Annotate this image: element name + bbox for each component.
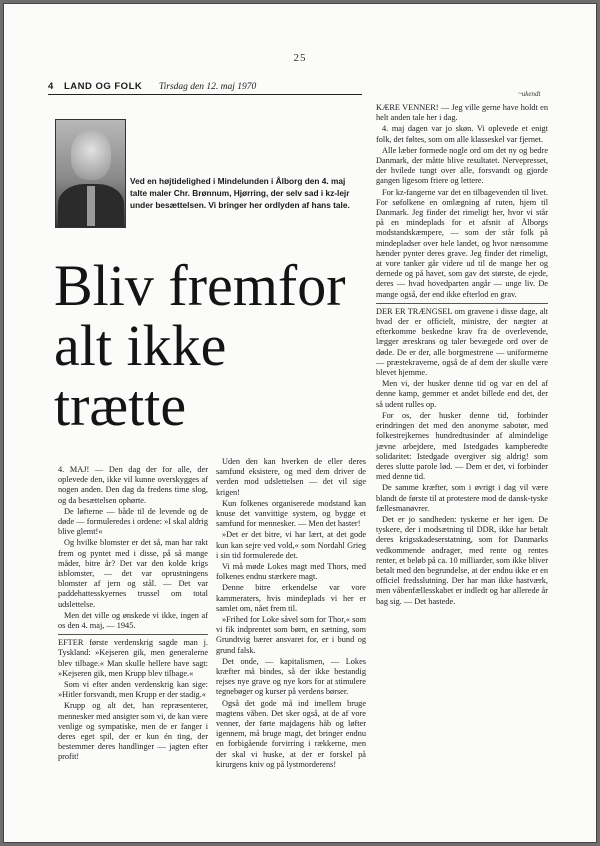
section-divider bbox=[58, 634, 208, 635]
masthead-date: Tirsdag den 12. maj 1970 bbox=[158, 82, 257, 92]
masthead-number: 4 bbox=[48, 81, 54, 92]
speaker-photo bbox=[55, 119, 126, 228]
masthead-paper-name: LAND OG FOLK bbox=[63, 81, 143, 92]
photo-tie bbox=[87, 186, 95, 226]
paragraph: Vi må møde Lokes magt med Thors, med folkenes endnu stærkere magt. bbox=[216, 562, 366, 582]
paragraph: 4. MAJ! — Den dag der for alle, der oplevede den, ikke vil kunne overskygges af nogen anden. Den dag da fredens time slog, og da besættelsen ophørte. bbox=[58, 465, 208, 505]
photo-face bbox=[71, 130, 111, 180]
paragraph: Men det ville og ønskede vi ikke, ingen af os den 4. maj, — 1945. bbox=[58, 610, 208, 631]
paragraph: Denne bitre erkendelse var vore kammeraters, hvis mindeplads vi her er samlet om, nået frem til. bbox=[216, 583, 366, 613]
article-column-1 bbox=[58, 465, 208, 764]
paragraph: »Frihed for Loke såvel som for Thor,« som vi fik indprentet som børn, en sætning, som Grundtvig bærer ansvaret for, er i bund og grund falsk. bbox=[216, 615, 366, 655]
paragraph: Det onde, — kapitalismen, — Lokes kræfter må bindes, så der ikke bestandig rejses nye grave og nye kors for at stimulere tegnebøger og kurser på verdens børser. bbox=[216, 656, 366, 697]
paragraph: Det er jo sandheden: tyskerne er her igen. De tyskere, der i modsætning til DDR, ikke har betalt deres krigsskadeserstatning, som for Danmarks vedkommende andrager, med rente og rentes renter, et beløb på ca. 10 milliarder, som ikke bliver betalt med den begrundelse, at der endnu ikke er en officiel fredsslutning. Der har man ikke hastværk, men våbenfællesskabet er indledt og har allerede år bag sig. — Det hastede. bbox=[376, 514, 548, 606]
paragraph: For kz-fangerne var det en tilbagevenden til livet. For søfolkene en omlægning af ruten, hjem til Danmark. Jeg finder det rimeligt her, hvor vi står på en mindeplads for et afsnit af Ålborgs modstandskæmpere, — som der står folk på mindepladser over hele landet, og hvor nænsomme hænder pynter deres grave. Jeg finder det rimeligt, at vore tanker går videre ud til de mange her og dernede og på havet, som gav det største, de ejede, deres — hvad hovedparten angår — unge liv. De mange også, der end ikke efterlod en grav. bbox=[376, 187, 548, 299]
paragraph: Og hvilke blomster er det så, man har rakt frem og pyntet med i disse, på så mange måder, bitre år? Det var den kolde krigs isblomster, — det var oprustningens blomster af jern og stål. — Det var paddehattesskyernes trussel om total udslettelse. bbox=[58, 538, 208, 609]
paragraph: Også det gode må ind imellem bruge magtens våben. Det sker også, at de af vore venner, der førte majdagens håb og løfter igennem, må bruge magt, det bringer endnu en forbigående forvirring i rækkerne, men der skal vi huske, at der er forskel på kirurgens kniv og på lystmorderens! bbox=[216, 698, 366, 769]
paragraph: Men vi, der husker denne tid og var en del af denne kamp, gemmer et andet billede end det, der så udent rulles op. bbox=[376, 379, 548, 409]
paragraph: Krupp og alt det, han repræsenterer, mennesker med ansigter som vi, de kan være venlige og sympatiske, men de er fanger i deres eget spil, der er kun én ting, der bestemmer deres handlinger — jagten efter profit! bbox=[58, 701, 208, 762]
paragraph: Som vi efter anden verdenskrig kan sige: »Hitler forsvandt, men Krupp er der stadig.« bbox=[58, 680, 208, 700]
paragraph: DER ER TRÆNGSEL om gravene i disse dage, alt hvad der er officielt, ministre, der nægter at efterkomme beskedne krav fra de overlevende, lægger æreskrans og taler bevægede ord over de døde. De er der, alle borgmestrene — uniformerne — præstekraverne, også de af dem der skulle være blevet hjemme. bbox=[376, 306, 548, 378]
handwritten-note: ~ukendt bbox=[518, 90, 541, 98]
paragraph: KÆRE VENNER! — Jeg ville gerne have holdt en helt anden tale her i dag. bbox=[376, 103, 548, 123]
paragraph: De løfterne — både til de levende og de døde — formuleredes i ordene: »I skal aldrig blive glemt!« bbox=[58, 506, 208, 537]
masthead bbox=[48, 81, 362, 95]
article-intro: Ved en højtidelighed i Mindelunden i Ålborg den 4. maj talte maler Chr. Brønnum, Hjørring, der selv sad i kz-lejr under besættelsen. Vi bringer her ordlyden af hans tale. bbox=[130, 176, 350, 210]
paragraph: EFTER første verdenskrig sagde man j. Tyskland: »Kejseren gik, men generalerne blev tilbage.« Man skulle hellere have sagt: »Kejseren gik, men Krupp blev tilbage.« bbox=[58, 638, 208, 678]
paragraph: Alle læber formede nogle ord om det ny og bedre Danmark, der måtte blive resultatet. Nervepresset, der hvilede tungt over alle, forsvandt og gjorde gangen ligesom friere og lettere. bbox=[376, 145, 548, 186]
paragraph: 4. maj dagen var jo skøn. Vi oplevede et enigt folk, det føltes, som om alle klasseskel var fjernet. bbox=[376, 124, 548, 144]
paragraph: Uden den kan hverken de eller deres samfund eksistere, og med dem driver de verden mod udslettelsen — det vil sige krigen! bbox=[216, 457, 366, 497]
section-divider bbox=[376, 303, 548, 304]
paragraph: De samme kræfter, som i øvrigt i dag vil være blandt de første til at protestere mod de dansk-tyske fællesmanøvrer. bbox=[376, 483, 548, 513]
article-column-2 bbox=[216, 457, 366, 771]
article-column-3 bbox=[376, 103, 548, 608]
newspaper-page bbox=[3, 3, 597, 843]
paragraph: Kun folkenes organiserede modstand kan knuse det vanvittige system, og bygge et samfund for mennesker. — Men det haster! bbox=[216, 498, 366, 529]
paragraph: »Det er det bitre, vi har lært, at det gode kun kan sejre ved vold,« som Nordahl Grieg i sin tid formulerede det. bbox=[216, 530, 366, 560]
paragraph: For os, der husker denne tid, forbinder erindringen det med den anonyme sabotør, med folkestrejkernes hundredtusinder af almindelige jævne arbejdere, med Istedgades kampberedte solidaritet: Istedgade overgiver sig aldrig! som deres slutte parole lød. — Dem er det, vi forbinder med denne tid. bbox=[376, 410, 548, 482]
page-number: 25 bbox=[293, 52, 307, 64]
article-headline: Bliv fremfor alt ikke trætte bbox=[54, 253, 346, 438]
